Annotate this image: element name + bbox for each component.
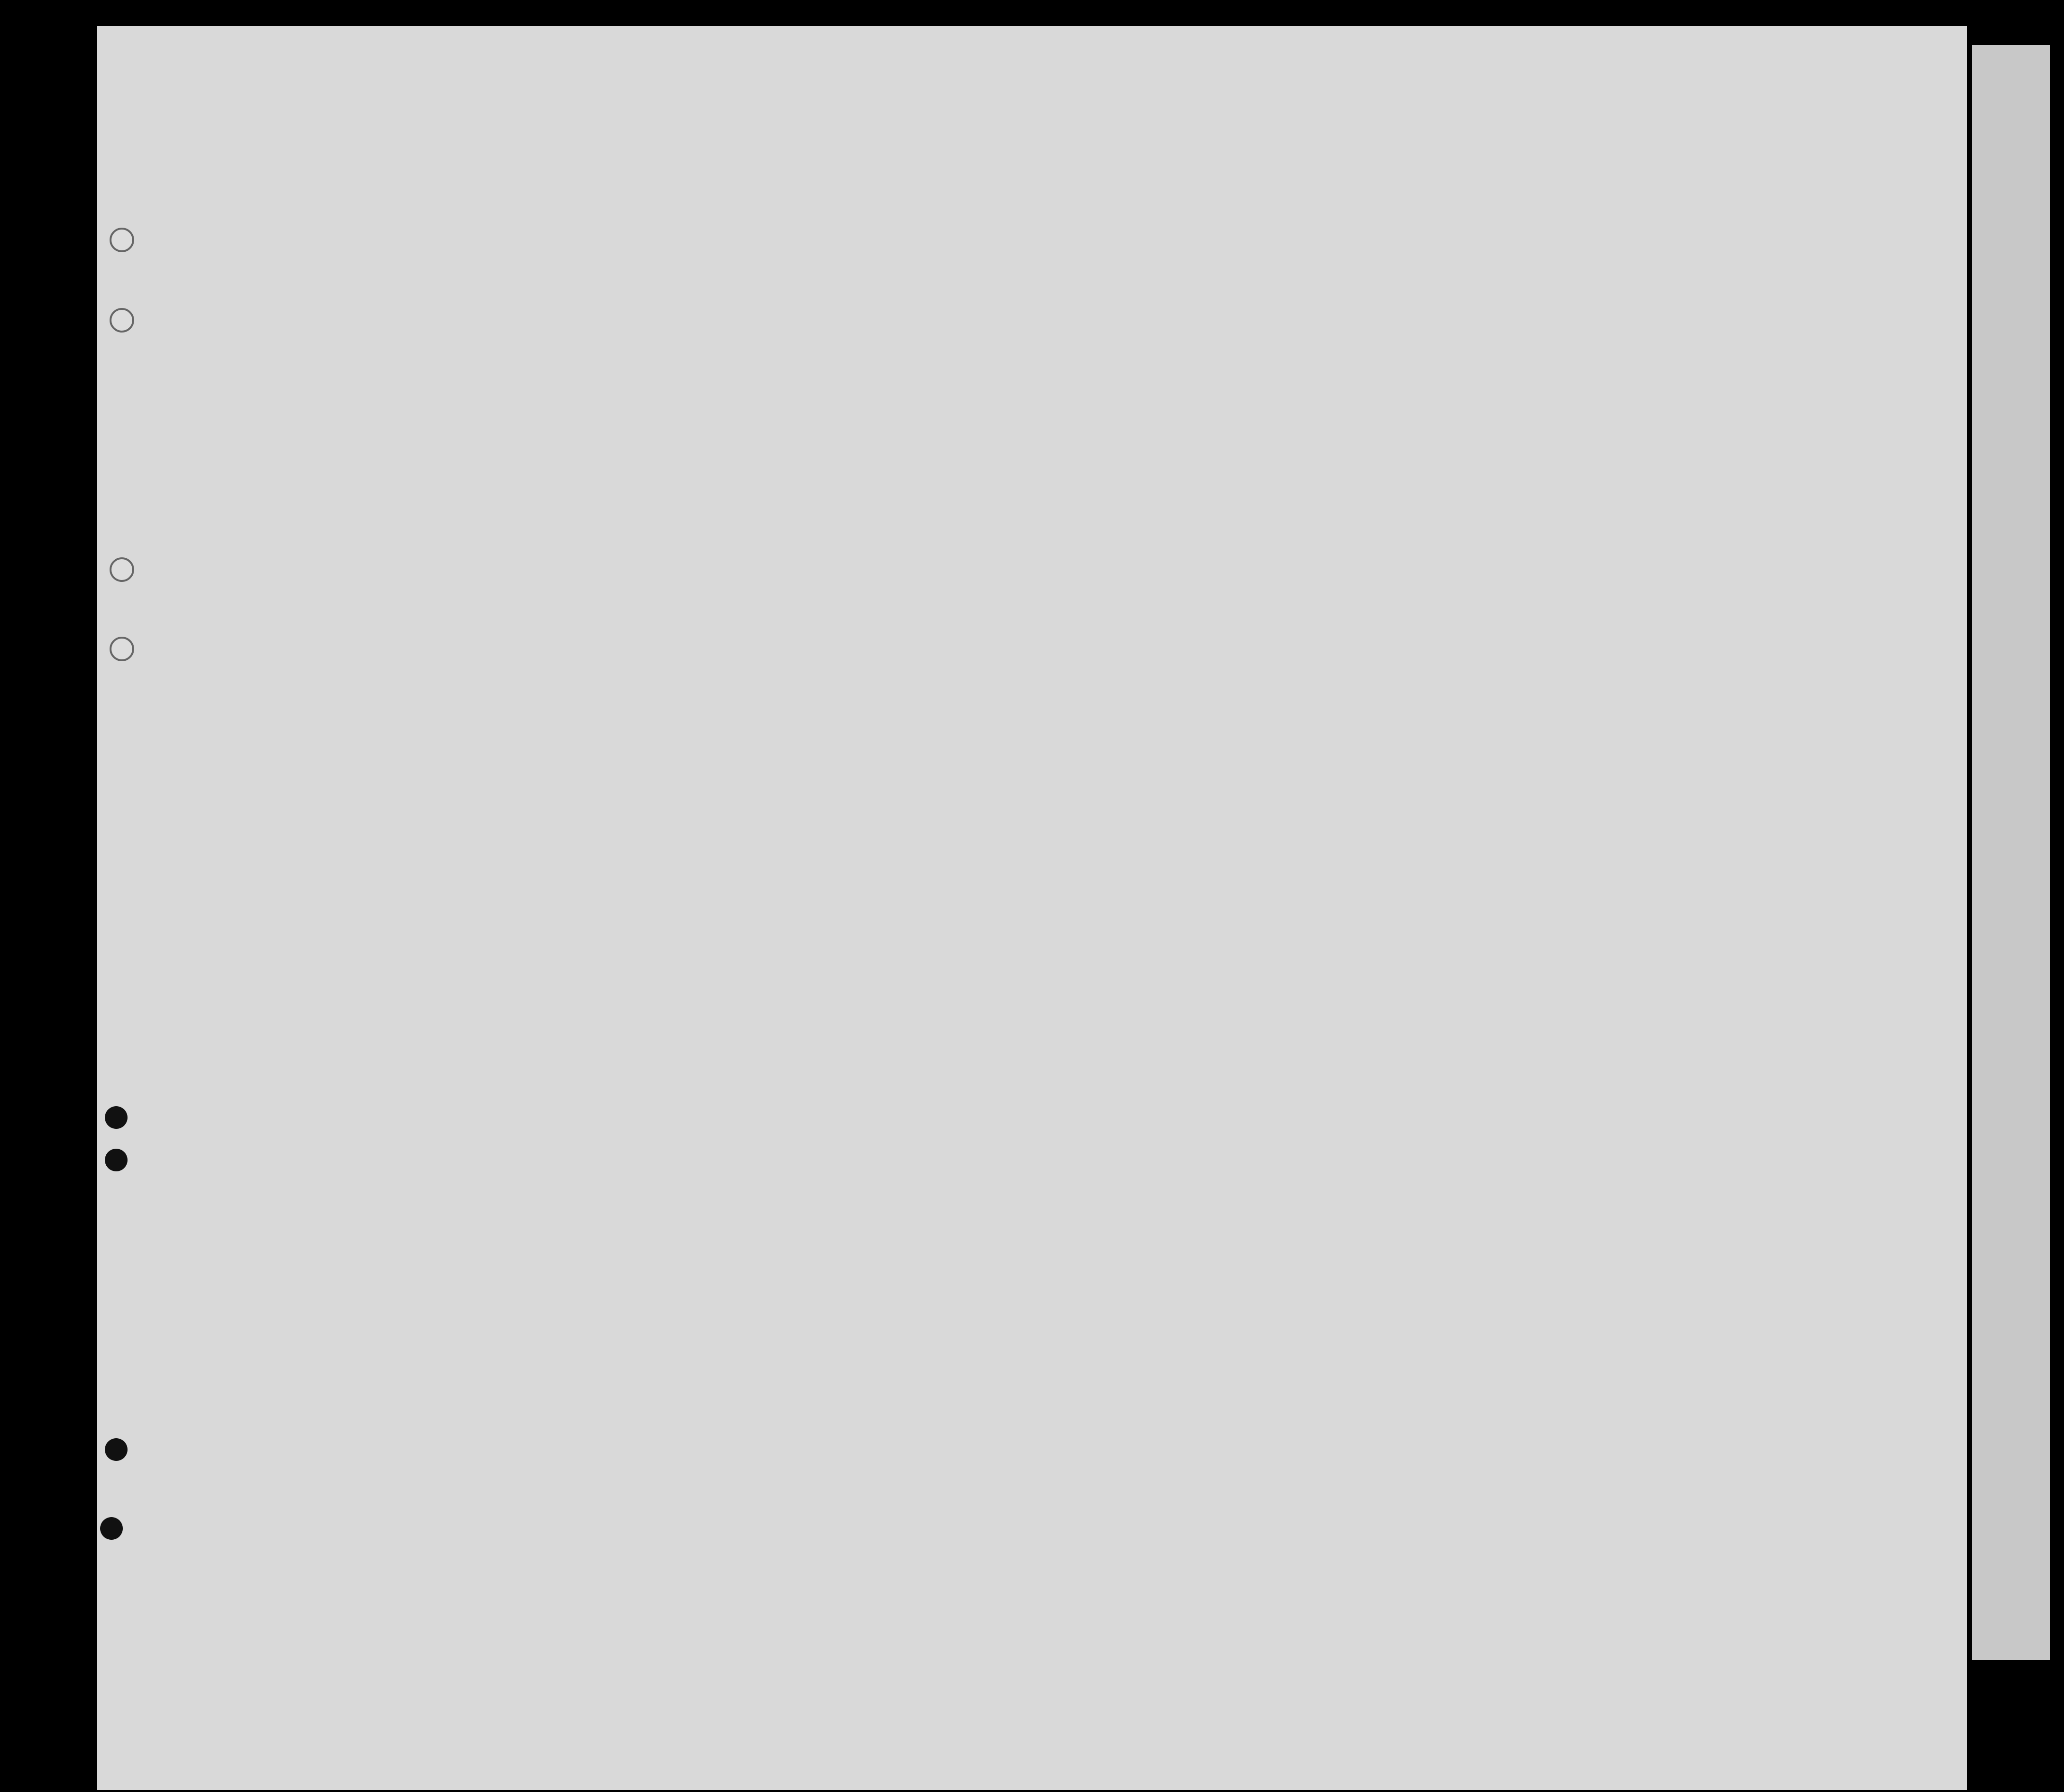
punch-hole [110,637,134,661]
punch-hole [110,557,134,582]
punch-hole [105,1149,128,1171]
punch-hole [105,1106,128,1129]
punch-hole [110,308,134,333]
punch-hole [105,1438,128,1461]
punch-hole [100,1517,123,1540]
punch-hole [110,228,134,252]
